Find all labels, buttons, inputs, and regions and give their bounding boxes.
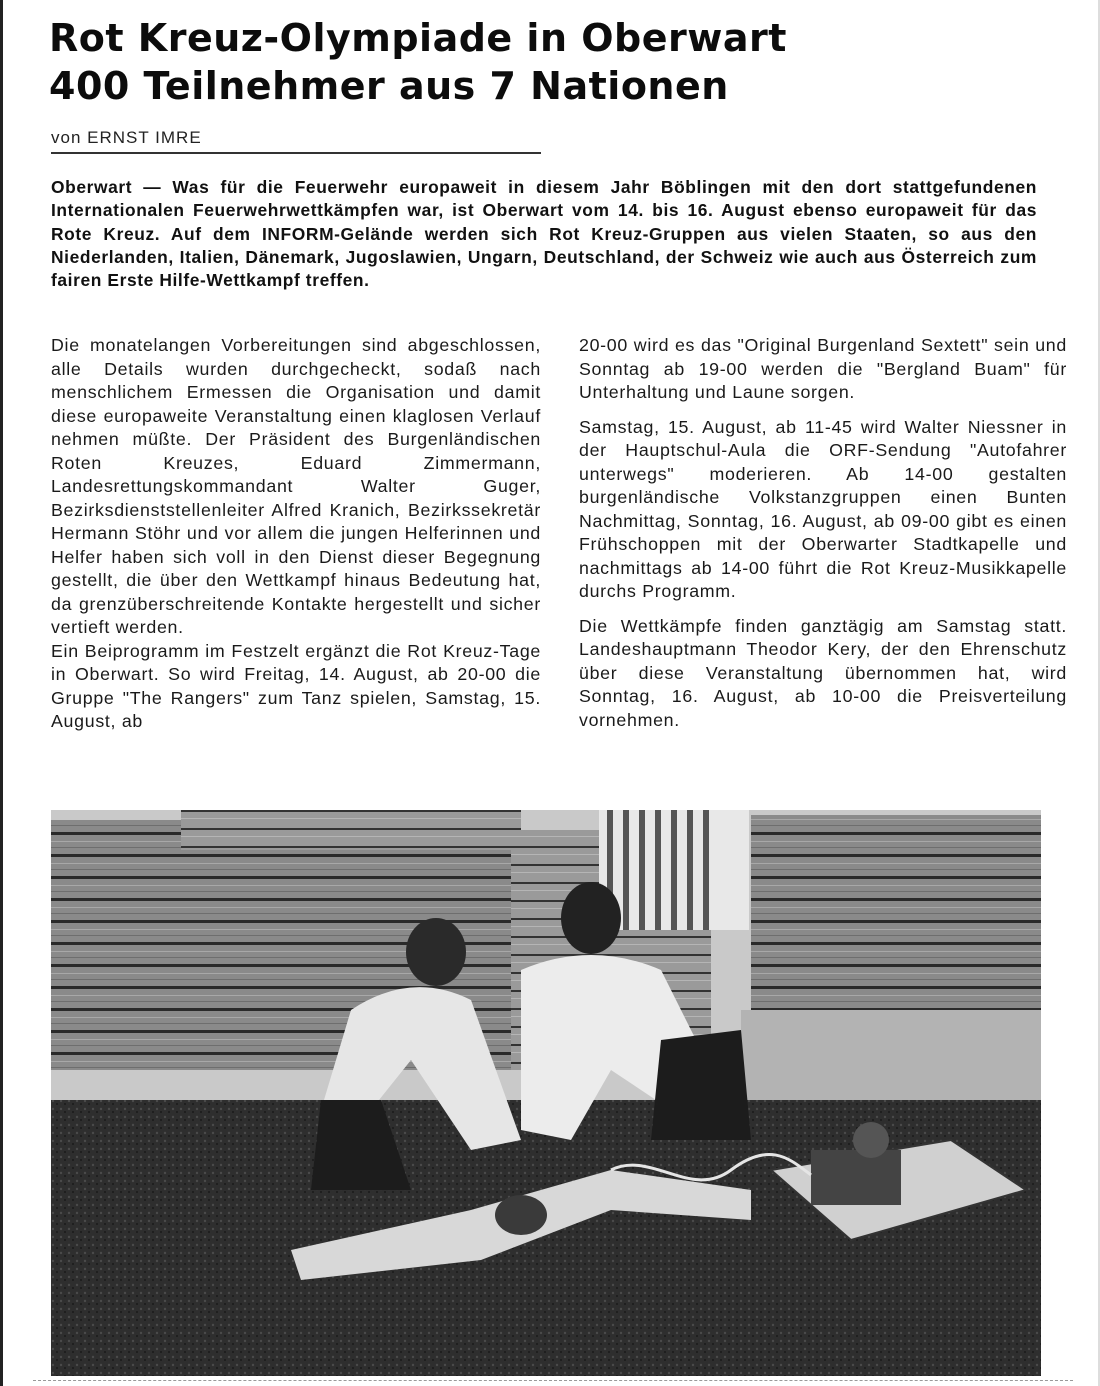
left-column-paragraph-1: Die monatelangen Vorbereitungen sind abgeschlossen, alle Details wurden durchgecheckt, sodaß nach menschlichem Ermessen die Organisation und damit diese europaweite Veranstaltung einen klaglosen Verlauf nehmen müßte. Der Präsident des Burgenländischen Roten Kreuzes, Eduard Zimmermann, Landesrettungskommandant Walter Guger, Bezirksdienststellenleiter Alfred Kranich, Bezirkssekretär Hermann Stöhr und vor allem die jungen Helferinnen und Helfer haben sich voll in den Dienst dieser Begegnung gestellt, die über den Wettkampf hinaus Bedeutung hat, da grenzüberschreitende Kontakte hergestellt und sicher vertieft werden. <box>51 335 541 637</box>
right-column-paragraph-3: Die Wettkämpfe finden ganztägig am Samstag statt. Landeshauptmann Theodor Kery, der den Ehrenschutz über diese Veranstaltung übernommen hat, wird Sonntag, 16. August, ab 10-00 die Preisverteilung vornehmen. <box>579 615 1067 730</box>
headline-line-1: Rot Kreuz-Olympiade in Oberwart <box>49 16 787 60</box>
striped-tent <box>599 810 749 930</box>
byline-rule <box>51 152 541 154</box>
grass-ground <box>51 1100 1041 1376</box>
left-column <box>51 334 541 745</box>
first-aid-photo-illustration <box>51 810 1041 1376</box>
byline: von ERNST IMRE <box>51 128 202 147</box>
right-column-paragraph-2: Samstag, 15. August, ab 11-45 wird Walter Niessner in der Hauptschul-Aula die ORF-Sendung "Autofahrer unterwegs" moderieren. Ab 14-00 gestalten burgenländische Volkstanzgruppen einen Bunten Nachmittag, Sonntag, 16. August, ab 09-00 gibt es einen Frühschoppen mit der Oberwarter Stadtkapelle und nachmittags ab 14-00 führt die Rot Kreuz-Musikkapelle durchs Programm. <box>579 416 1067 601</box>
bottom-edge <box>33 1380 1073 1381</box>
right-column-paragraph-1: 20-00 wird es das "Original Burgenland Sextett" sein und Sonntag ab 19-00 werden die "Bergland Buam" für Unterhaltung und Laune sorgen. <box>579 335 1067 402</box>
lead-paragraph: Oberwart — Was für die Feuerwehr europaweit in diesem Jahr Böblingen mit den dort stattgefundenen Internationalen Feuerwehrwettkämpfen war, ist Oberwart vom 14. bis 16. August ebenso europaweit für das Rote Kreuz. Auf dem INFORM-Gelände werden sich Rot Kreuz-Gruppen aus vielen Staaten, so aus den Niederlanden, Italien, Dänemark, Jugoslawien, Ungarn, Deutschland, der Schweiz wie auch aus Österreich zum fairen Erste Hilfe-Wettkampf treffen. <box>51 177 1037 291</box>
headline-line-2: 400 Teilnehmer aus 7 Nationen <box>49 64 729 108</box>
headline <box>49 14 787 110</box>
right-column <box>579 334 1067 743</box>
news-photo <box>51 810 1041 1376</box>
left-column-paragraph-2: Ein Beiprogramm im Festzelt ergänzt die Rot Kreuz-Tage in Oberwart. So wird Freitag, 14. August, ab 20-00 die Gruppe "The Rangers" zum Tanz spielen, Samstag, 15. August, ab <box>51 640 541 731</box>
